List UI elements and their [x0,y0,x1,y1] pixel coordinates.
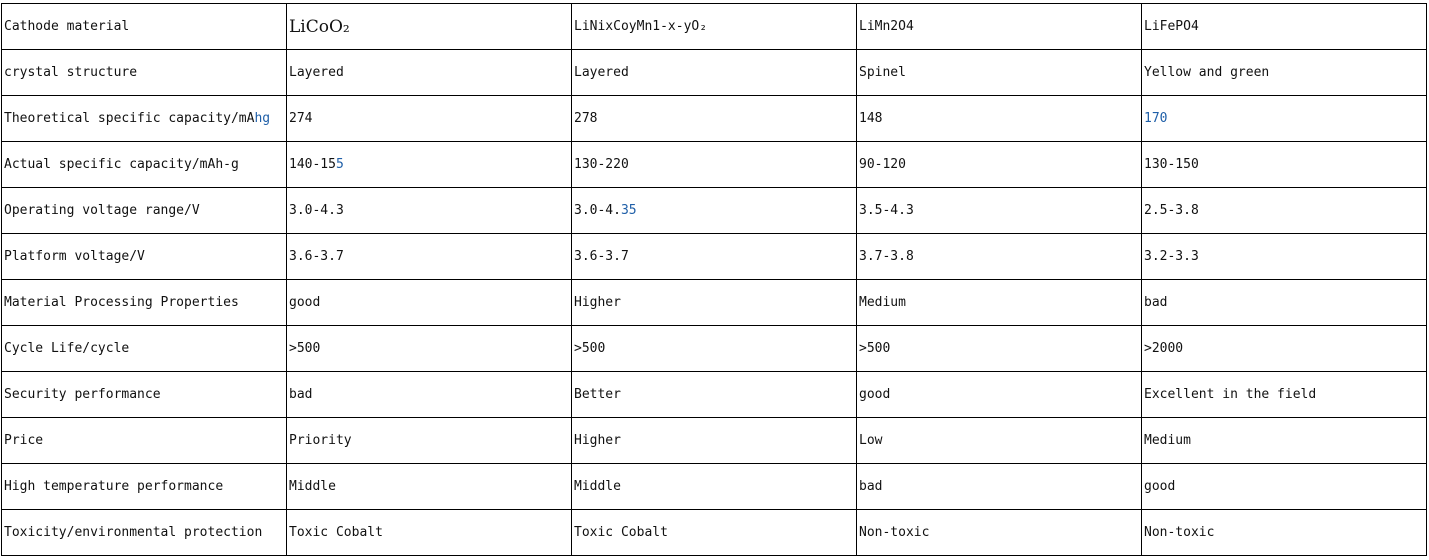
row-label: Material Processing Properties [2,280,287,326]
table-cell: 274 [287,96,572,142]
table-cell: bad [1142,280,1427,326]
table-row [2,280,1427,326]
table-cell: Medium [857,280,1142,326]
table-cell: Layered [572,50,857,96]
table-cell: Medium [1142,418,1427,464]
table-row [2,50,1427,96]
table-cell: Priority [287,418,572,464]
table-cell: 3.6-3.7 [287,234,572,280]
table-cell: >2000 [1142,326,1427,372]
table-cell: Higher [572,280,857,326]
table-cell: good [287,280,572,326]
table-cell: >500 [572,326,857,372]
row-label: Toxicity/environmental protection [2,510,287,556]
row-label: High temperature performance [2,464,287,510]
row-label-text: Theoretical specific capacity/mA [4,111,255,126]
table-cell: Higher [572,418,857,464]
row-label [2,96,287,142]
table-cell: 3.2-3.3 [1142,234,1427,280]
table-cell: >500 [857,326,1142,372]
cell-text-highlight: 35 [620,203,637,218]
table-cell: 170 [1142,96,1427,142]
table-cell: Low [857,418,1142,464]
table-cell: bad [857,464,1142,510]
table-cell: Middle [287,464,572,510]
table-cell: 3.6-3.7 [572,234,857,280]
table-row [2,188,1427,234]
table-row [2,418,1427,464]
table-row [2,510,1427,556]
table-cell: Non-toxic [857,510,1142,556]
table-cell: Layered [287,50,572,96]
table-cell: 148 [857,96,1142,142]
table-cell: LiMn2O4 [857,4,1142,50]
table-cell: 130-220 [572,142,857,188]
table-cell: Toxic Cobalt [287,510,572,556]
table-cell [287,142,572,188]
cell-text: 3.0-4. [574,203,621,218]
row-label: Security performance [2,372,287,418]
table-cell: Toxic Cobalt [572,510,857,556]
row-label: Cathode material [2,4,287,50]
table-row [2,372,1427,418]
cell-text: 140-15 [289,157,336,172]
row-label: crystal structure [2,50,287,96]
table-cell: 3.7-3.8 [857,234,1142,280]
table-row [2,464,1427,510]
table-cell: Yellow and green [1142,50,1427,96]
table-cell: 90-120 [857,142,1142,188]
row-label: Cycle Life/cycle [2,326,287,372]
table-cell: good [1142,464,1427,510]
row-label: Actual specific capacity/mAh-g [2,142,287,188]
table-cell: 3.5-4.3 [857,188,1142,234]
table-row [2,96,1427,142]
table-cell: Spinel [857,50,1142,96]
table-cell [572,188,857,234]
table-cell: Better [572,372,857,418]
table-cell: LiNixCoyMn1-x-yO₂ [572,4,857,50]
row-label: Operating voltage range/V [2,188,287,234]
table-cell: Excellent in the field [1142,372,1427,418]
table-cell: LiCoO₂ [287,4,572,50]
table-row [2,142,1427,188]
row-label: Price [2,418,287,464]
table-cell: 3.0-4.3 [287,188,572,234]
table-cell: Non-toxic [1142,510,1427,556]
cell-text-highlight: 5 [335,157,344,172]
table-row [2,4,1427,50]
table-row [2,234,1427,280]
table-cell: good [857,372,1142,418]
row-label-unit: hg [254,111,271,126]
table-cell: Middle [572,464,857,510]
table-cell: 130-150 [1142,142,1427,188]
table-cell: >500 [287,326,572,372]
table-cell: LiFePO4 [1142,4,1427,50]
comparison-table [1,3,1427,556]
row-label: Platform voltage/V [2,234,287,280]
table-row [2,326,1427,372]
table-cell: 278 [572,96,857,142]
table-cell: 2.5-3.8 [1142,188,1427,234]
table-cell: bad [287,372,572,418]
